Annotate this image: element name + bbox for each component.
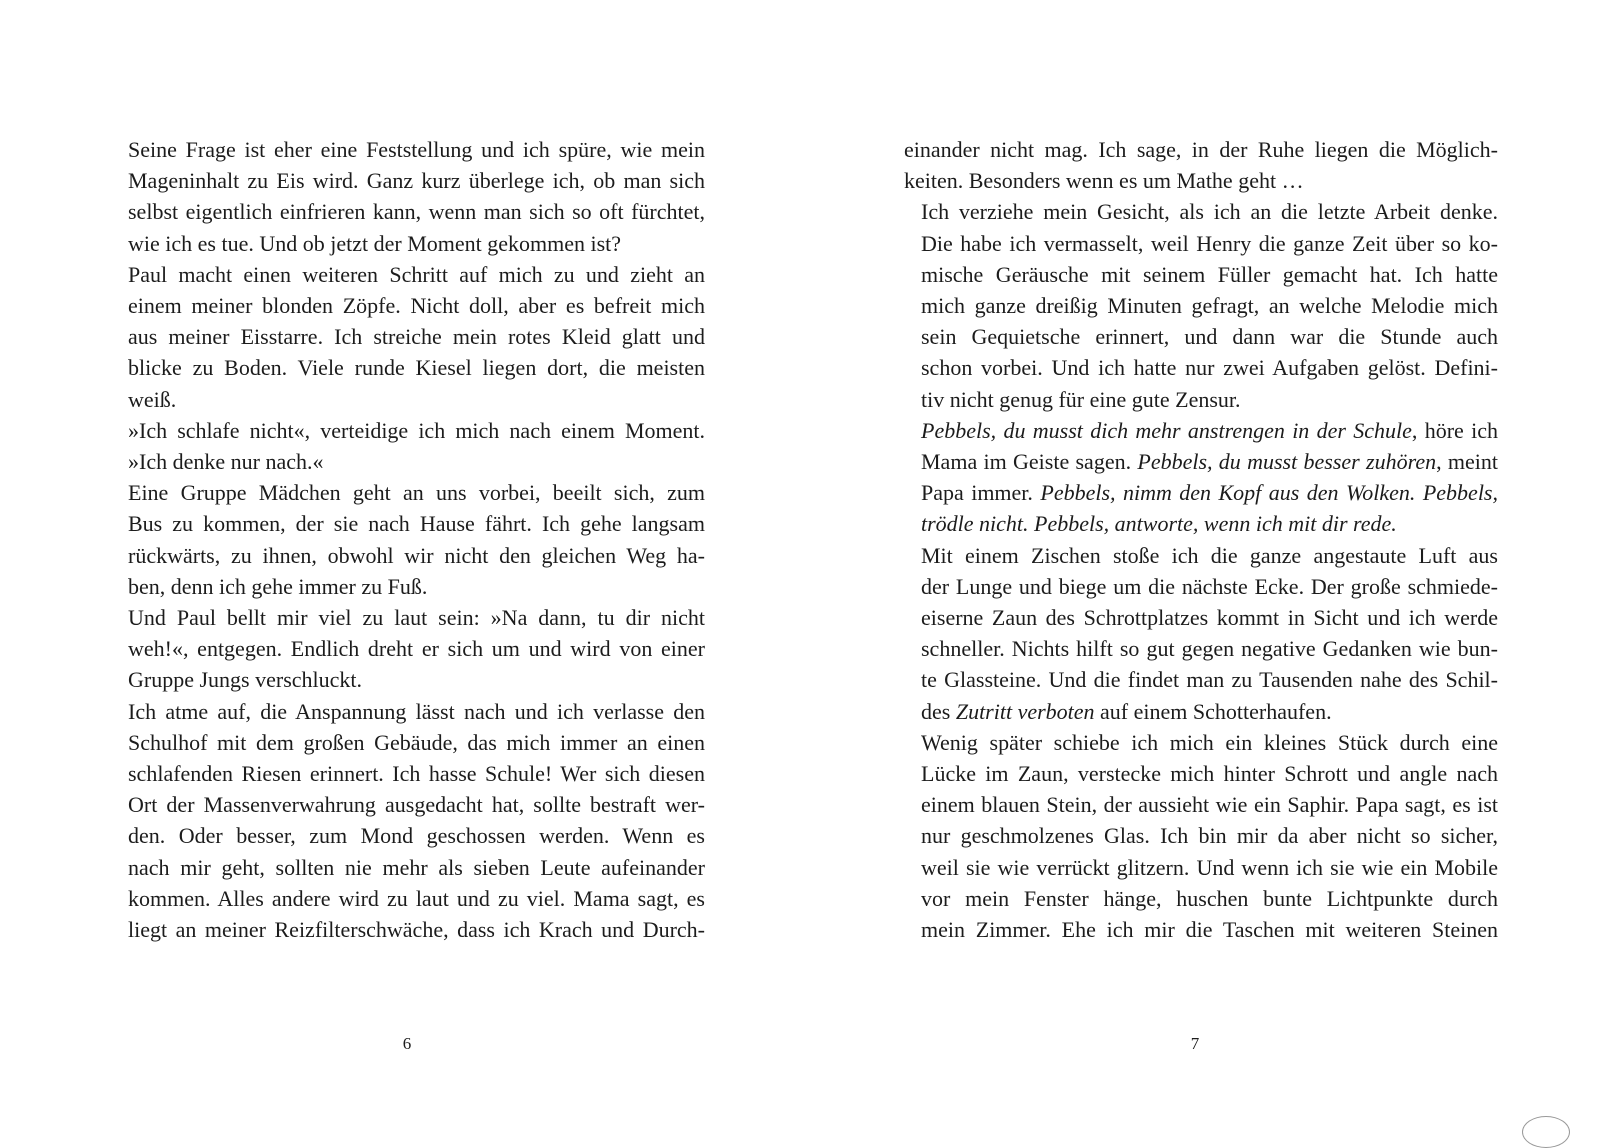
text-run: Papa immer. [921,480,1041,506]
text-line: Die habe ich vermasselt, weil Henry die ganze Zeit über so ko- [921,230,1498,256]
paragraph [111,259,705,415]
text-line: eiserne Zaun des Schrottplatzes kommt in Sicht und ich werde [921,605,1498,631]
text-line: einander nicht mag. Ich sage, in der Ruhe liegen die Möglich- [904,137,1498,162]
paragraph [111,602,705,696]
italic-text: Zutritt verboten [955,698,1095,724]
text-line: weiß. [128,386,177,412]
text-line: kommen. Alles andere wird zu laut und zu viel. Mama sagt, es [128,885,705,911]
text-line: Ich atme auf, die Anspannung lässt nach und ich verlasse den [128,698,705,724]
text-line: ben, denn ich gehe immer zu Fuß. [128,573,428,599]
italic-text: Pebbels, nimm den Kopf aus den Wolken. Pebbels, [1040,480,1498,506]
paragraph [904,196,1498,414]
right-page [800,0,1600,1130]
text-line: nur geschmolzenes Glas. Ich bin mir da aber nicht so sicher, [921,823,1498,849]
italic-text: Pebbels, du musst besser zuhören [1137,449,1437,475]
text-line: Bus zu kommen, der sie nach Hause fährt. Ich gehe langsam [128,511,705,537]
text-line: »Ich schlafe nicht«, verteidige ich mich nach einem Moment. [128,417,705,443]
text-line: Mit einem Zischen stoße ich die ganze angestaute Luft aus [921,542,1498,568]
paragraph [904,540,1498,727]
paragraph [904,415,1498,540]
text-line: Seine Frage ist eher eine Feststellung und ich spüre, wie mein [128,137,705,162]
text-line: vor mein Fenster hänge, huschen bunte Lichtpunkte durch [921,885,1498,911]
text-line: weh!«, entgegen. Endlich dreht er sich um und wird von einer [128,636,705,662]
text-run: , meint [1436,449,1498,475]
paragraph [111,134,705,259]
text-line: keiten. Besonders wenn es um Mathe geht … [904,168,1304,194]
text-line [904,696,1498,727]
text-run: des [921,698,956,724]
text-line: rückwärts, zu ihnen, obwohl wir nicht den gleichen Weg ha- [128,542,705,568]
text-line [904,508,1498,539]
text-line [904,477,1498,508]
text-line: Lücke im Zaun, verstecke mich hinter Schrott und angle nach [921,761,1498,787]
text-line: einem blauen Stein, der aussieht wie ein Saphir. Papa sagt, es ist [921,792,1498,818]
left-page-text [111,134,705,945]
text-line: Und Paul bellt mir viel zu laut sein: »Na dann, tu dir nicht [128,605,705,631]
left-page [0,0,800,1130]
right-page-text [904,134,1498,945]
text-line: wie ich es tue. Und ob jetzt der Moment gekommen ist? [128,230,622,256]
text-line: »Ich denke nur nach.« [128,449,324,475]
paragraph [111,415,705,477]
text-line [904,415,1498,446]
text-run: Mama im Geiste sagen. [921,449,1138,475]
italic-text: trödle nicht. Pebbels, antworte, wenn ich mit dir rede. [921,511,1397,537]
text-line: Ich verziehe mein Gesicht, als ich an die letzte Arbeit denke. [921,199,1498,225]
text-line: schlafenden Riesen erinnert. Ich hasse Schule! Wer sich diesen [128,761,705,787]
text-line: den. Oder besser, zum Mond geschossen werden. Wenn es [128,823,705,849]
corner-stamp-icon [1522,1116,1570,1148]
text-line: liegt an meiner Reizfilterschwäche, dass ich Krach und Durch- [128,917,705,943]
text-line: der Lunge und biege um die nächste Ecke. Der große schmiede- [921,573,1498,599]
paragraph [904,727,1498,945]
text-line: Gruppe Jungs verschluckt. [128,667,363,693]
page-number: 7 [1190,1034,1200,1053]
text-line: Eine Gruppe Mädchen geht an uns vorbei, beeilt sich, zum [128,480,705,506]
text-run: auf einem Schotterhaufen. [1094,698,1332,724]
text-line: einem meiner blonden Zöpfe. Nicht doll, aber es befreit mich [128,293,705,319]
text-line: aus meiner Eisstarre. Ich streiche mein rotes Kleid glatt und [128,324,705,350]
paragraph [111,477,705,602]
text-line: nach mir geht, sollten nie mehr als sieben Leute aufeinander [128,854,705,880]
text-line: selbst eigentlich einfrieren kann, wenn man sich so oft fürchtet, [128,199,705,225]
text-line: mein Zimmer. Ehe ich mir die Taschen mit weiteren Steinen [921,917,1498,943]
text-line: Ort der Massenverwahrung ausgedacht hat, sollte bestraft wer- [128,792,705,818]
text-line: sein Gequietsche erinnert, und dann war die Stunde auch [921,324,1498,350]
text-line: blicke zu Boden. Viele runde Kiesel liegen dort, die meisten [128,355,705,381]
text-line: weil sie wie verrückt glitzern. Und wenn ich sie wie ein Mobile [921,854,1498,880]
text-run: , höre ich [1411,417,1499,443]
text-line [904,446,1498,477]
text-line: mische Geräusche mit seinem Füller gemacht hat. Ich hatte [921,261,1498,287]
text-line: schon vorbei. Und ich hatte nur zwei Aufgaben gelöst. Defini- [921,355,1498,381]
paragraph [111,696,705,946]
text-line: schneller. Nichts hilft so gut gegen negative Gedanken wie bun- [921,636,1498,662]
paragraph [904,134,1498,196]
page-number: 6 [402,1034,412,1053]
text-line: Wenig später schiebe ich mich ein kleines Stück durch eine [921,729,1498,755]
text-line: Mageninhalt zu Eis wird. Ganz kurz überlege ich, ob man sich [128,168,705,194]
text-line: te Glassteine. Und die findet man zu Tausenden nahe des Schil- [921,667,1498,693]
text-line: mich ganze dreißig Minuten gefragt, an welche Melodie mich [921,293,1498,319]
italic-text: Pebbels, du musst dich mehr anstrengen in der Schule [921,417,1412,443]
text-line: Paul macht einen weiteren Schritt auf mich zu und zieht an [128,261,705,287]
text-line: Schulhof mit dem großen Gebäude, das mich immer an einen [128,729,705,755]
text-line: tiv nicht genug für eine gute Zensur. [921,386,1241,412]
